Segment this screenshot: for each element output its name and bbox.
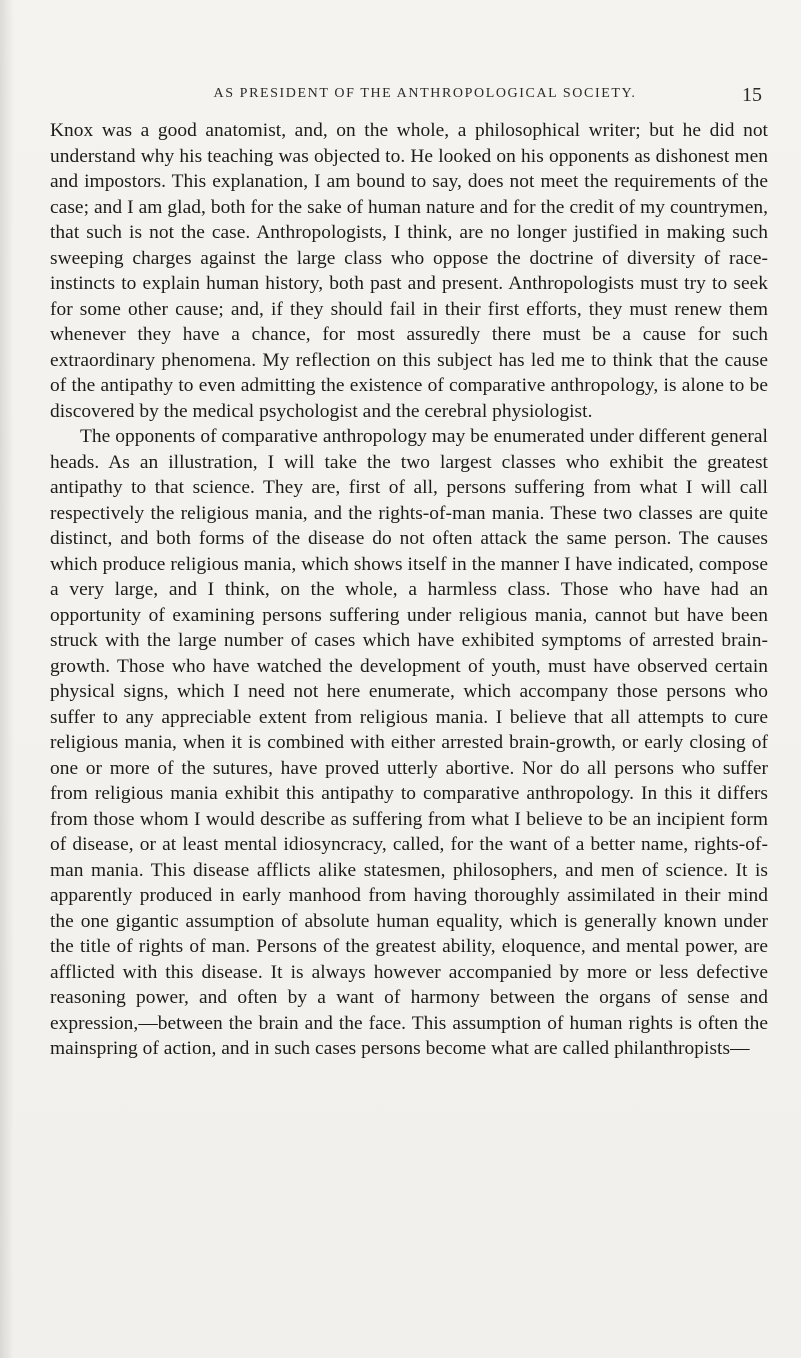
running-head: AS PRESIDENT OF THE ANTHROPOLOGICAL SOCIETY. [213, 86, 637, 101]
paragraph-2: The opponents of comparative anthropology may be enumerated under different general heads. As an illustration, I will take the two largest classes who exhibit the greatest antipathy to that science. They are, first of all, persons suffering from what I will call respectively the religious mania, and the rights-of-man mania. These two classes are quite distinct, and both forms of the disease do not often attack the same person. The causes which produce religious mania, which shows itself in the manner I have indicated, compose a very large, and I think, on the whole, a harmless class. Those who have had an opportunity of examining persons suffering under religious mania, cannot but have been struck with the large number of cases which have exhibited symptoms of arrested brain-growth. Those who have watched the development of youth, must have observed certain physical signs, which I need not here enumerate, which accompany those persons who suffer to any appreciable extent from religious mania. I believe that all attempts to cure religious mania, when it is combined with either arrested brain-growth, or early closing of one or more of the sutures, have proved utterly abortive. Nor do all persons who suffer from religious mania exhibit this antipathy to comparative anthropology. In this it differs from those whom I would describe as suffering from what I believe to be an incipient form of disease, or at least mental idiosyncracy, called, for the want of a better name, rights-of-man mania. This disease afflicts alike statesmen, philosophers, and men of science. It is apparently produced in early manhood from having thoroughly assimilated in their mind the one gigantic assumption of absolute human equality, which is generally known under the title of rights of man. Persons of the greatest ability, eloquence, and mental power, are afflicted with this disease. It is always however accompanied by more or less defective reasoning power, and often by a want of harmony between the organs of sense and expression,—between the brain and the face. This assumption of human rights is often the mainspring of action, and in such cases persons become what are called philanthropists— [50, 426, 768, 1059]
body-text [50, 118, 768, 1062]
paragraph-1: Knox was a good anatomist, and, on the whole, a philosophical writer; but he did not understand why his teaching was objected to. He looked on his opponents as dishonest men and impostors. This explanation, I am bound to say, does not meet the requirements of the case; and I am glad, both for the sake of human nature and for the credit of my countrymen, that such is not the case. Anthropologists, I think, are no longer justified in making such sweeping charges against the large class who oppose the doctrine of diversity of race-instincts to explain human history, both past and present. Anthropologists must try to seek for some other cause; and, if they should fail in their first efforts, they must renew them whenever they have a chance, for most assuredly there must be a cause for such extraordinary phenomena. My reflection on this subject has led me to think that the cause of the antipathy to even admitting the existence of comparative anthropology, is alone to be discovered by the medical psychologist and the cerebral physiologist. [50, 120, 768, 422]
page-number: 15 [742, 84, 762, 106]
spine-shadow [0, 0, 14, 1358]
page-header [80, 84, 770, 110]
